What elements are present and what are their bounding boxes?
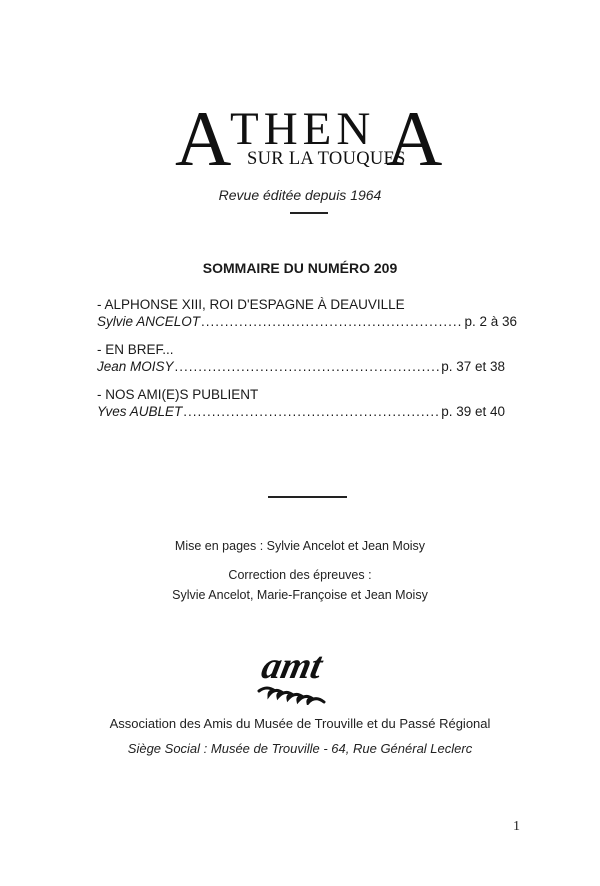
masthead-logo bbox=[0, 0, 600, 180]
toc-entry-pages: p. 39 et 40 bbox=[441, 404, 505, 419]
masthead-word: THEN bbox=[230, 103, 376, 155]
proofreading-names: Sylvie Ancelot, Marie-Françoise et Jean Moisy bbox=[172, 588, 428, 602]
toc-entry-pages: p. 37 et 38 bbox=[441, 359, 505, 374]
toc-entry-title: - ALPHONSE XIII, ROI D'ESPAGNE À DEAUVILLE bbox=[97, 297, 405, 312]
layout-credit: Mise en pages : Sylvie Ancelot et Jean Moisy bbox=[174, 539, 426, 553]
toc-entry bbox=[97, 341, 505, 375]
proofreading-label: Correction des épreuves : bbox=[228, 568, 372, 582]
toc-entry-author: Jean MOISY bbox=[97, 359, 174, 374]
toc-leader-dots bbox=[201, 313, 463, 330]
toc-entry-title: - NOS AMI(E)S PUBLIENT bbox=[97, 387, 259, 402]
masthead-letter-left: A bbox=[175, 95, 232, 182]
toc-entry-pages: p. 2 à 36 bbox=[464, 314, 517, 329]
page-number: 1 bbox=[513, 819, 520, 834]
toc-entry-line bbox=[97, 313, 517, 330]
toc-entry-line bbox=[97, 403, 505, 420]
association-name: Association des Amis du Musée de Trouville et du Passé Régional bbox=[109, 716, 491, 731]
toc-entry-author: Sylvie ANCELOT bbox=[97, 314, 201, 329]
toc-leader-dots bbox=[175, 358, 441, 375]
table-of-contents bbox=[97, 296, 517, 431]
toc-entry-author: Yves AUBLET bbox=[97, 404, 183, 419]
toc-leader-dots bbox=[183, 403, 440, 420]
association-address: Siège Social : Musée de Trouville - 64, Rue Général Leclerc bbox=[127, 741, 473, 756]
divider-rule bbox=[268, 496, 347, 498]
toc-entry-title: - EN BREF... bbox=[97, 342, 174, 357]
svg-text:amt: amt bbox=[258, 645, 327, 687]
toc-entry bbox=[97, 386, 505, 420]
table-of-contents-title: SOMMAIRE DU NUMÉRO 209 bbox=[202, 260, 398, 276]
masthead-subtitle: SUR LA TOUQUES bbox=[247, 149, 406, 169]
toc-entry bbox=[97, 296, 517, 330]
divider-rule bbox=[290, 212, 328, 214]
tagline: Revue éditée depuis 1964 bbox=[218, 187, 382, 203]
toc-entry-line bbox=[97, 358, 505, 375]
amt-logo-icon bbox=[255, 645, 360, 705]
masthead-letter-right: A bbox=[386, 95, 443, 182]
